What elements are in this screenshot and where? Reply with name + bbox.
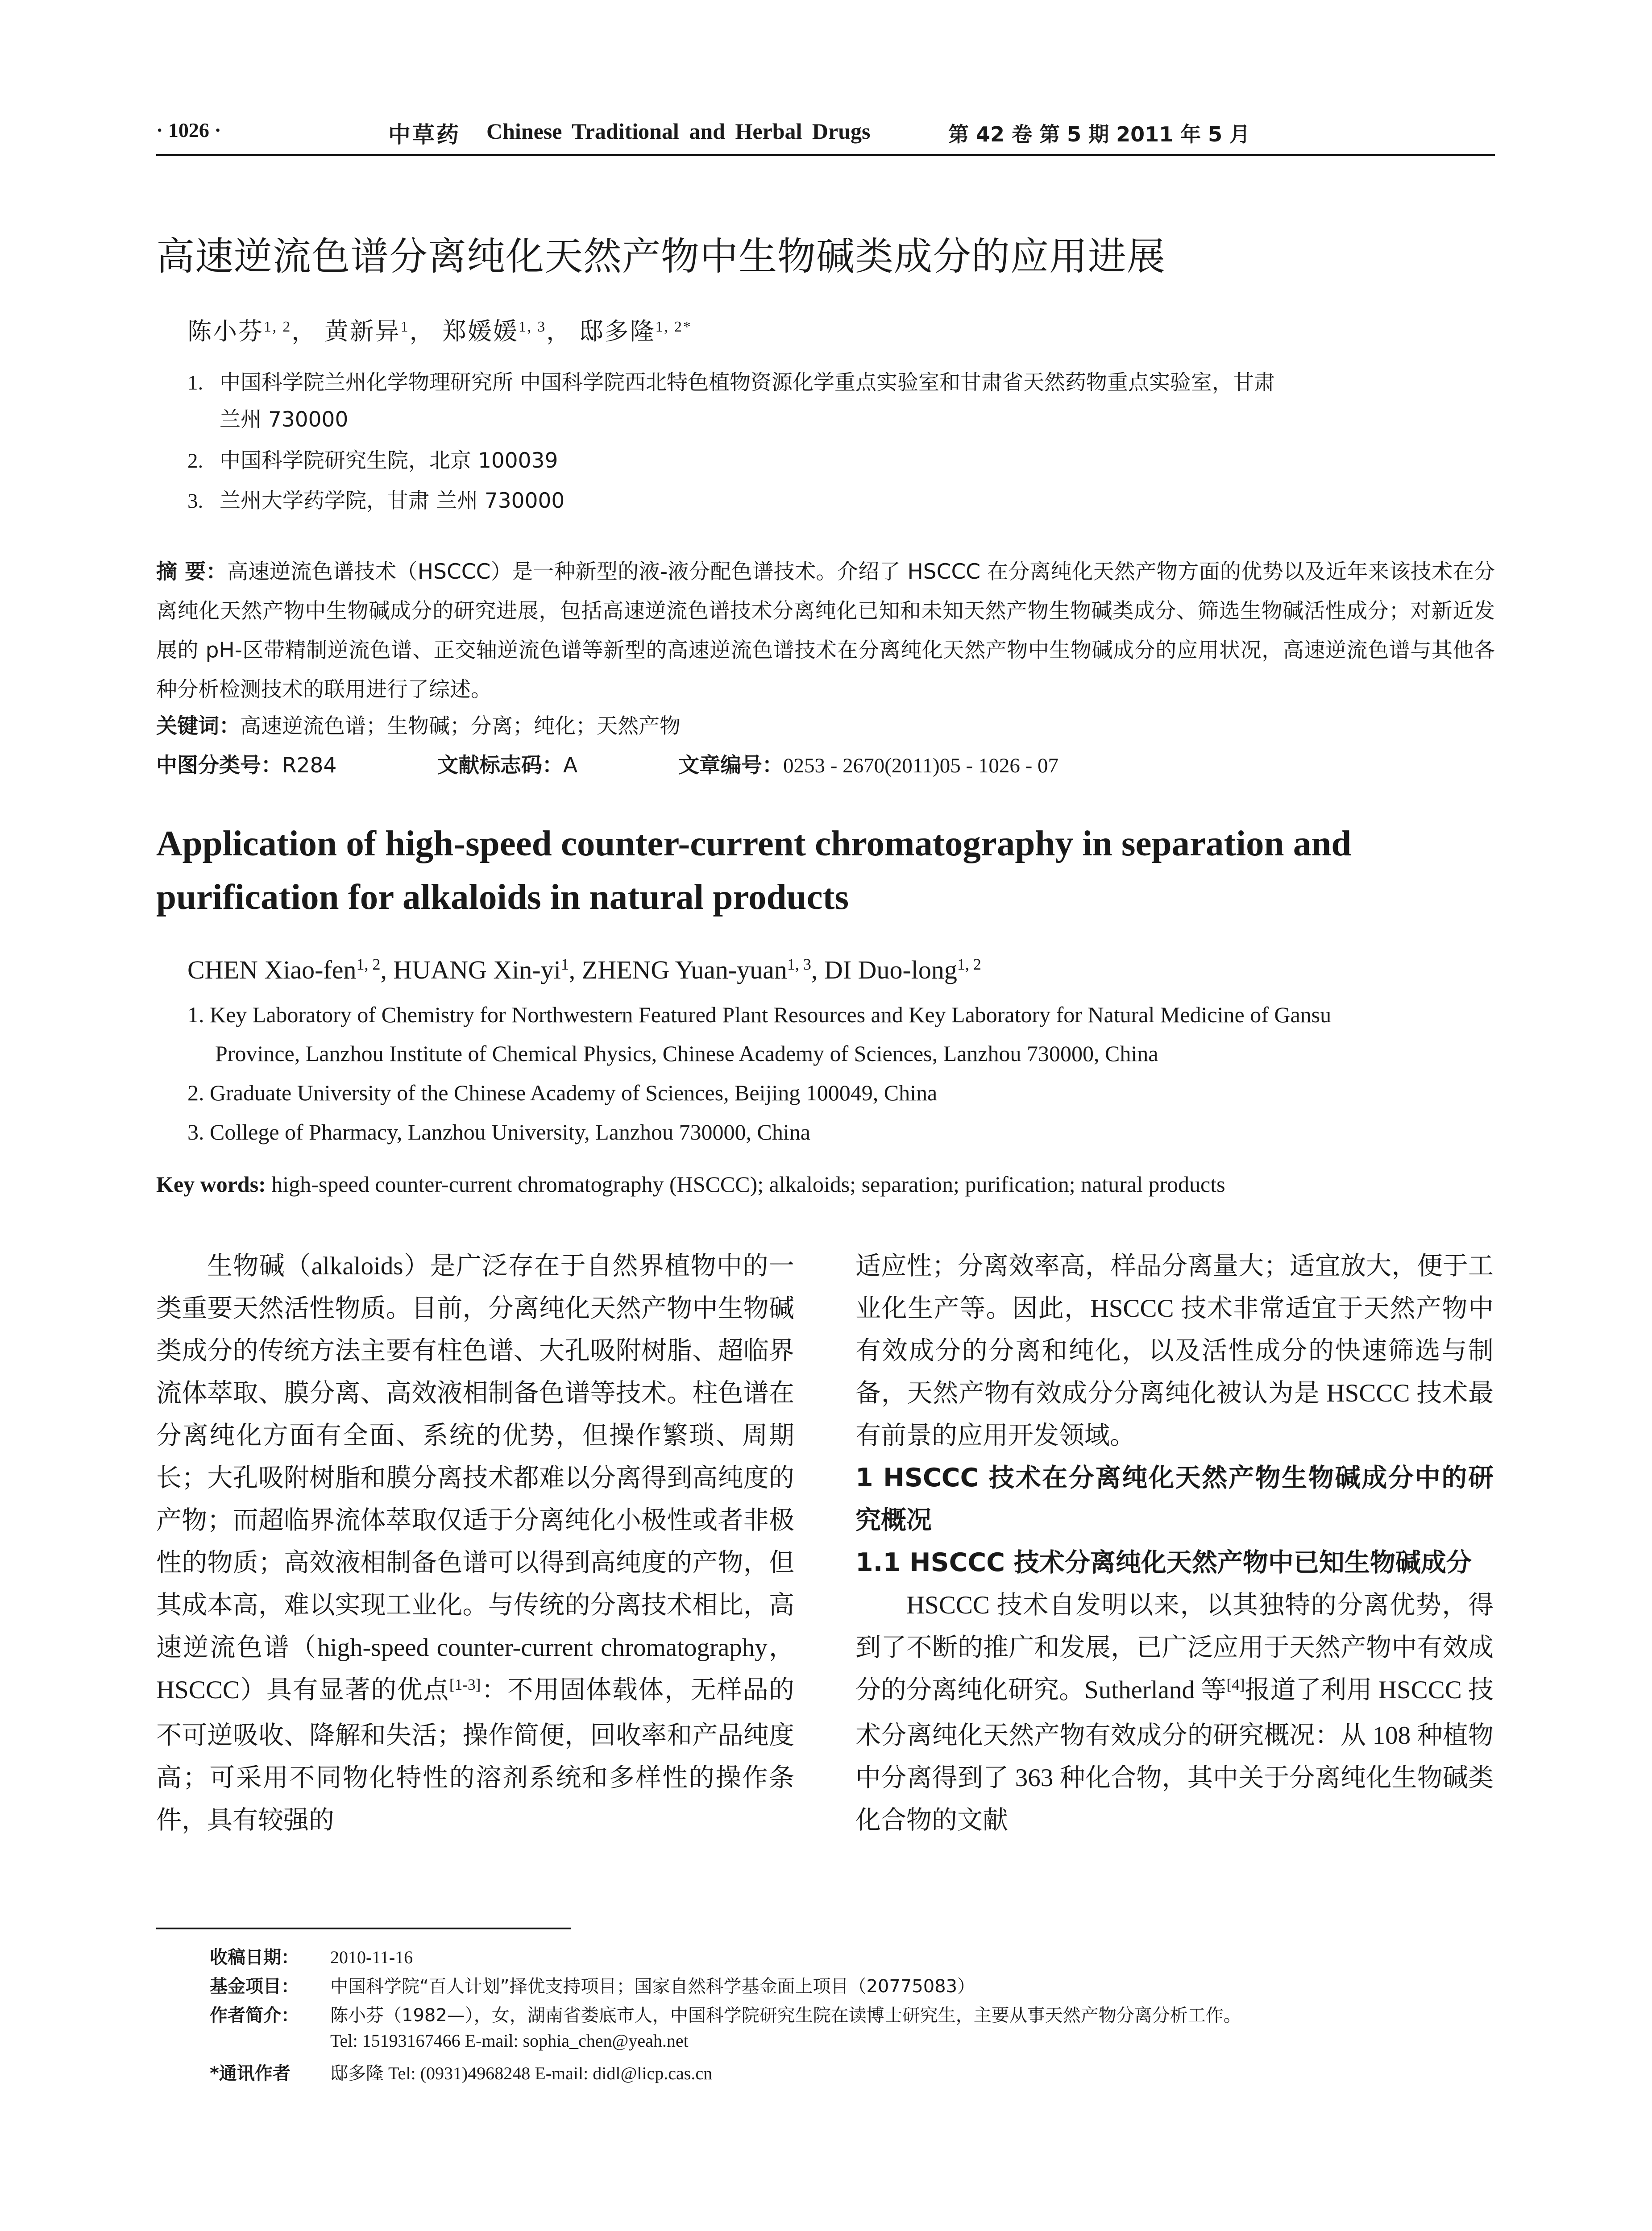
keywords-text: high-speed counter-current chromatography (HSCCC); alkaloids; separation; purification; natural products <box>271 1172 1225 1197</box>
author-separator: ， <box>291 318 317 345</box>
citation-mark: [1-3] <box>449 1675 481 1693</box>
affiliation-text: 中国科学院兰州化学物理研究所 中国科学院西北特色植物资源化学重点实验室和甘肃省天然药物重点实验室，甘肃 <box>220 370 1275 395</box>
affiliation-text: College of Pharmacy, Lanzhou University, Lanzhou 730000, China <box>210 1120 810 1145</box>
author-affiliation-mark: 1, 2 <box>356 955 381 974</box>
body-text: 生物碱（alkaloids）是广泛存在于自然界植物中的一类重要天然活性物质。目前，分离纯化天然产物中生物碱类成分的传统方法主要有柱色谱、大孔吸附树脂、超临界流体萃取、膜分离、高效液相制备色谱等技术。柱色谱在分离纯化方面有全面、系统的优势，但操作繁琐、周期长；大孔吸附树脂和膜分离技术都难以分离得到高纯度的产物；而超临界流体萃取仅适于分离纯化小极性或者非极性的物质；高效液相制备色谱可以得到高纯度的产物，但其成本高，难以实现工业化。与传统的分离技术相比，高速逆流色谱（high-speed counter-current chromatography，HSCCC）具有显著的优点 <box>156 1252 794 1704</box>
clc-label: 中图分类号： <box>156 753 282 778</box>
affiliation-text: 兰州大学药学院，甘肃 兰州 730000 <box>220 489 565 513</box>
author-separator: ， <box>409 318 435 345</box>
affiliation-cn-1 <box>187 366 1275 396</box>
article-title-cn: 高速逆流色谱分离纯化天然产物中生物碱类成分的应用进展 <box>156 234 1166 279</box>
footnote-label: 作者简介： <box>210 2005 299 2026</box>
affiliation-cn-2 <box>187 444 558 474</box>
document-code <box>437 749 577 779</box>
footnote-text: 2010-11-16 <box>330 1947 413 1967</box>
author-affiliation-mark: 1, 2 <box>957 955 981 974</box>
author-list-cn <box>187 312 692 347</box>
body-text: HSCCC 技术自发明以来，以其独特的分离优势，得到了不断的推广和发展，已广泛应用于天然产物中有效成分的分离纯化研究。Sutherland 等 <box>855 1591 1494 1704</box>
journal-name-en: Chinese Traditional and Herbal Drugs <box>486 119 871 144</box>
body-paragraph <box>855 1584 1494 1841</box>
affiliation-en-3 <box>187 1119 810 1145</box>
author-name: 陈小芬 <box>187 318 264 345</box>
volume-issue: 第 42 卷 第 5 期 2011 年 5 月 <box>948 122 1250 146</box>
document-code-label: 文献标志码： <box>437 753 563 778</box>
body-text: ：不用固体载体，无样品的不可逆吸收、降解和失活；操作简便，回收率和产品纯度高；可采用不同物化特性的溶剂系统和多样性的操作条件，具有较强的 <box>156 1676 794 1834</box>
keywords-en <box>156 1171 1225 1197</box>
affiliation-cn-1-cont: 兰州 730000 <box>220 407 349 432</box>
author-name: ZHENG Yuan-yuan <box>581 955 787 984</box>
header-rule <box>156 154 1495 156</box>
abstract-cn <box>156 552 1495 709</box>
footnote-label: *通讯作者 <box>210 2063 291 2084</box>
author-separator: , <box>380 955 394 984</box>
document-code-value: A <box>563 753 578 778</box>
section-heading: 1 HSCCC 技术在分离纯化天然产物生物碱成分中的研究概况 <box>855 1463 1494 1535</box>
affiliation-number: 1. <box>187 371 203 394</box>
body-column-left <box>156 1245 794 1841</box>
affiliation-cn-3 <box>187 484 565 514</box>
body-text: 报道了利用 HSCCC 技术分离纯化天然产物有效成分的研究概况：从 108 种植物中分离得到了 363 种化合物，其中关于分离纯化生物碱类化合物的文献 <box>855 1676 1494 1834</box>
footnote-text: 邸多隆 Tel: (0931)4968248 E-mail: didl@licp.cas.cn <box>330 2063 713 2083</box>
article-number-value: 0253 - 2670(2011)05 - 1026 - 07 <box>783 754 1059 777</box>
clc-value: R284 <box>282 753 337 778</box>
footnote-label: 收稿日期： <box>210 1947 299 1968</box>
body-paragraph <box>156 1245 794 1841</box>
article-number <box>678 749 1058 779</box>
footnote-received <box>210 1943 413 1969</box>
author-name: 黄新异 <box>324 318 401 345</box>
footnote-label: 基金项目： <box>210 1976 299 1997</box>
affiliation-number: 3. <box>187 489 203 513</box>
citation-mark: [4] <box>1226 1675 1245 1693</box>
author-name: 邸多隆 <box>579 318 656 345</box>
keywords-cn <box>156 709 681 739</box>
body-column-right <box>855 1245 1494 1841</box>
affiliation-en-2 <box>187 1080 937 1106</box>
author-affiliation-mark: 1 <box>560 955 569 974</box>
body-paragraph: 适应性；分离效率高，样品分离量大；适宜放大，便于工业化生产等。因此，HSCCC 技术非常适宜于天然产物中有效成分的分离和纯化，以及活性成分的快速筛选与制备，天然产物有效成分分离纯化被认为是 HSCCC 技术最有前景的应用开发领域。 <box>855 1252 1494 1450</box>
affiliation-text: Key Laboratory of Chemistry for Northwestern Featured Plant Resources and Key Laboratory for Natural Medicine of Gansu <box>210 1002 1332 1027</box>
affiliation-number: 2. <box>187 1080 204 1105</box>
keywords-label: Key words: <box>156 1172 266 1197</box>
author-affiliation-mark: 1 <box>400 318 410 335</box>
author-separator: , <box>569 955 582 984</box>
abstract-text: 高速逆流色谱技术（HSCCC）是一种新型的液-液分配色谱技术。介绍了 HSCCC 在分离纯化天然产物方面的优势以及近年来该技术在分离纯化天然产物中生物碱成分的研究进展，包括高速逆流色谱技术分离纯化已知和未知天然产物生物碱类成分、筛选生物碱活性成分；对新近发展的 pH-区带精制逆流色谱、正交轴逆流色谱等新型的高速逆流色谱技术在分离纯化天然产物中生物碱成分的应用状况，高速逆流色谱与其他各种分析检测技术的联用进行了综述。 <box>156 560 1495 702</box>
clc-number <box>156 749 336 779</box>
footnote-text: 陈小芬（1982—），女，湖南省娄底市人，中国科学院研究生院在读博士研究生，主要从事天然产物分离分析工作。 <box>330 2005 1241 2026</box>
journal-name-cn: 中草药 <box>388 122 461 147</box>
affiliation-text: 中国科学院研究生院，北京 100039 <box>220 448 558 473</box>
subsection-heading: 1.1 HSCCC 技术分离纯化天然产物中已知生物碱成分 <box>855 1548 1472 1577</box>
author-affiliation-mark: 1, 2* <box>655 318 692 335</box>
article-number-label: 文章编号： <box>678 753 783 778</box>
affiliation-en-1-cont: Province, Lanzhou Institute of Chemical Physics, Chinese Academy of Sciences, Lanzhou 730000, China <box>215 1041 1158 1066</box>
footnote-author-contact: Tel: 15193167466 E-mail: sophia_chen@yeah.net <box>330 2031 689 2051</box>
affiliation-en-1 <box>187 1002 1331 1028</box>
author-name: 郑媛媛 <box>442 318 519 345</box>
author-separator: ， <box>546 318 572 345</box>
author-list-en <box>187 955 981 985</box>
article-title-en: Application of high-speed counter-current chromatography in separation and purification for alkaloids in natural products <box>156 823 1352 917</box>
author-separator: , <box>811 955 824 984</box>
abstract-label: 摘 要： <box>156 560 228 584</box>
page-number: · 1026 · <box>156 119 221 141</box>
author-name: CHEN Xiao-fen <box>187 955 357 984</box>
author-affiliation-mark: 1, 3 <box>518 318 547 335</box>
keywords-text: 高速逆流色谱；生物碱；分离；纯化；天然产物 <box>240 714 681 738</box>
author-affiliation-mark: 1, 3 <box>787 955 811 974</box>
footnote-corresponding <box>210 2059 712 2085</box>
author-affiliation-mark: 1, 2 <box>264 318 292 335</box>
author-name: DI Duo-long <box>824 955 957 984</box>
keywords-label: 关键词： <box>156 714 240 738</box>
affiliation-text: Graduate University of the Chinese Academy of Sciences, Beijing 100049, China <box>210 1080 938 1105</box>
footnote-funding <box>210 1972 975 1998</box>
affiliation-number: 2. <box>187 449 203 473</box>
footnote-rule <box>156 1928 571 1929</box>
footnote-text: 中国科学院“百人计划”择优支持项目；国家自然科学基金面上项目（20775083） <box>330 1976 975 1997</box>
footnote-author-bio <box>210 2001 1241 2027</box>
affiliation-number: 3. <box>187 1120 204 1145</box>
author-name: HUANG Xin-yi <box>393 955 561 984</box>
affiliation-number: 1. <box>187 1002 204 1027</box>
